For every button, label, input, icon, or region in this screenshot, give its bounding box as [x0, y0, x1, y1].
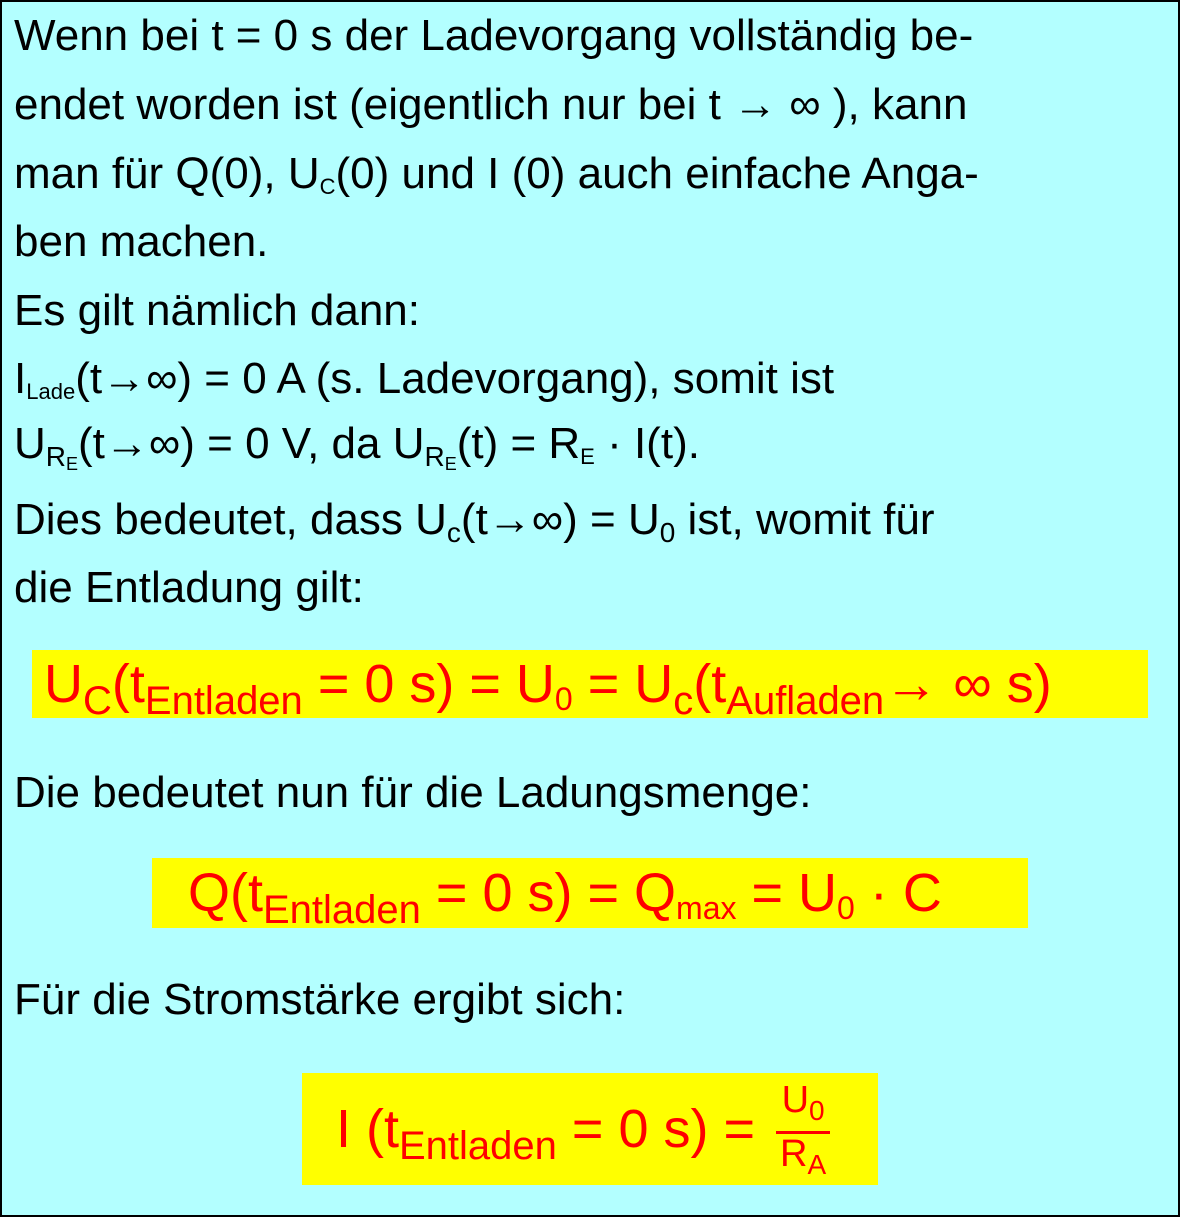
- para2-line1: Es gilt nämlich dann:: [14, 286, 420, 335]
- formula-charge: $Q(t_{Entladen} = 0$ s) = Qmax = U0 · C: [152, 858, 1028, 928]
- para2-line2: ILade(t→∞) = 0 A (s. Ladevorgang), somit ist: [14, 354, 835, 404]
- para1-line1: Wenn bei t = 0 s der Ladevorgang vollständig be-: [14, 11, 974, 60]
- fraction-u0-over-ra: $\frac{U_0}{R_A}$: [776, 1080, 830, 1185]
- para2-line3: $U_{RE}(t\to\infty) = 0$ V, da $U_{RE}(t)$ = RE · I(t).: [14, 419, 700, 474]
- para3-line1: Dies bedeutet, dass $U_c(t\to\infty) = U_0$ ist, womit für: [14, 495, 935, 548]
- formula-current: I ($t_{Entladen} = 0$ s) = $\frac{U_0}{R_A}$: [302, 1073, 878, 1185]
- para3-line2: die Entladung gilt:: [14, 563, 364, 612]
- para1-line4: ben machen.: [14, 217, 269, 266]
- formula-capacitor-voltage: $U_C(t_{Entladen} = 0$ $s) = U0 = U_c(t_{Aufladen}\to$ ∞ s): [32, 650, 1148, 718]
- para1-line3: man für Q(0), UC(0) und I (0) auch einfache Anga-: [14, 149, 979, 199]
- para1-line2: endet worden ist (eigentlich nur bei t → ∞ ), kann: [14, 80, 968, 129]
- text-ladungsmenge: Die bedeutet nun für die Ladungsmenge:: [14, 768, 812, 817]
- text-stromstaerke: Für die Stromstärke ergibt sich:: [14, 975, 626, 1024]
